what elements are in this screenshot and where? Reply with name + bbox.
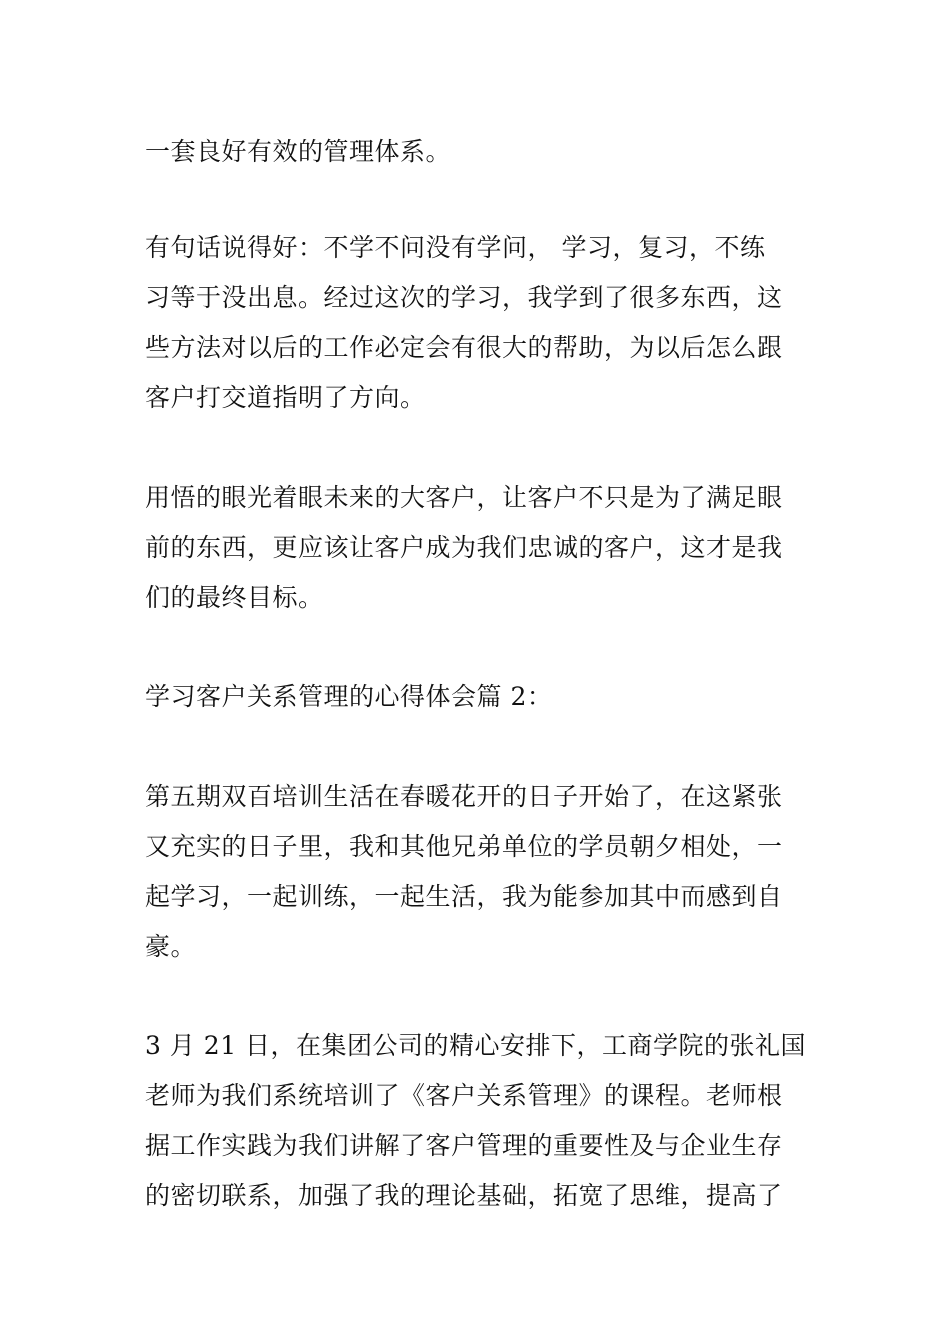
text-line: 豪。 (145, 932, 197, 961)
section-heading (145, 672, 809, 722)
text-line: 些方法对以后的工作必定会有很大的帮助，为以后怎么跟 (145, 333, 783, 362)
text-line: 第五期双百培训生活在春暖花开的日子开始了，在这紧张 (145, 782, 783, 811)
paragraph-5 (145, 1021, 809, 1221)
text-line: 习等于没出息。经过这次的学习，我学到了很多东西，这 (145, 283, 783, 312)
text-line: 学习客户关系管理的心得体会篇 2： (145, 682, 553, 711)
text-line: 一套良好有效的管理体系。 (145, 137, 452, 166)
text-line: 3 月 21 日，在集团公司的精心安排下，工商学院的张礼国 (145, 1031, 807, 1060)
text-line: 前的东西，更应该让客户成为我们忠诚的客户，这才是我 (145, 533, 783, 562)
text-line: 据工作实践为我们讲解了客户管理的重要性及与企业生存 (145, 1131, 783, 1160)
paragraph-2 (145, 223, 809, 423)
text-line: 又充实的日子里，我和其他兄弟单位的学员朝夕相处，一 (145, 832, 783, 861)
paragraph-3 (145, 473, 809, 623)
text-line: 老师为我们系统培训了《客户关系管理》的课程。老师根 (145, 1081, 783, 1110)
paragraph-4 (145, 772, 809, 972)
text-line: 客户打交道指明了方向。 (145, 383, 426, 412)
text-line: 有句话说得好：不学不问没有学问， 学习，复习，不练 (145, 233, 766, 262)
text-line: 用悟的眼光着眼未来的大客户，让客户不只是为了满足眼 (145, 483, 783, 512)
text-line: 们的最终目标。 (145, 583, 324, 612)
text-line: 起学习，一起训练，一起生活，我为能参加其中而感到自 (145, 882, 783, 911)
text-line: 的密切联系，加强了我的理论基础，拓宽了思维，提高了 (145, 1181, 783, 1210)
paragraph-1 (145, 127, 809, 177)
